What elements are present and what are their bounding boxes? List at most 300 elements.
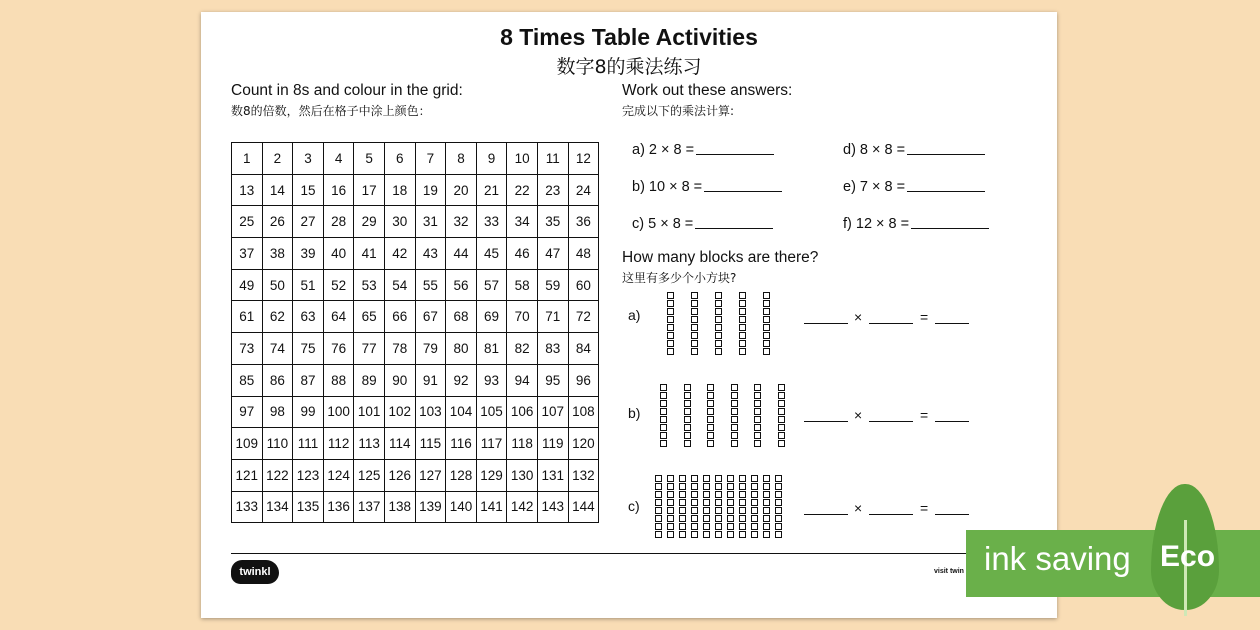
unit-block: [727, 531, 734, 538]
grid-cell[interactable]: 56: [446, 269, 477, 301]
grid-cell[interactable]: 39: [293, 238, 324, 270]
grid-cell[interactable]: 113: [354, 428, 385, 460]
visit-link[interactable]: visit twin: [934, 568, 964, 575]
unit-block: [679, 507, 686, 514]
grid-cell[interactable]: 32: [446, 206, 477, 238]
grid-cell[interactable]: 31: [415, 206, 446, 238]
block-column: [775, 475, 782, 539]
answer-blank[interactable]: [935, 322, 969, 324]
grid-cell[interactable]: 117: [476, 428, 507, 460]
unit-block: [715, 499, 722, 506]
grid-cell[interactable]: 35: [537, 206, 568, 238]
grid-cell[interactable]: 135: [293, 491, 324, 523]
grid-cell[interactable]: 61: [232, 301, 263, 333]
block-column: [667, 292, 674, 356]
grid-cell[interactable]: 124: [323, 459, 354, 491]
unit-block: [731, 408, 738, 415]
unit-block: [727, 515, 734, 522]
grid-cell[interactable]: 2: [262, 143, 293, 175]
grid-cell[interactable]: 140: [446, 491, 477, 523]
grid-cell[interactable]: 128: [446, 459, 477, 491]
grid-cell[interactable]: 22: [507, 174, 538, 206]
unit-block: [667, 515, 674, 522]
unit-block: [684, 424, 691, 431]
grid-cell[interactable]: 13: [232, 174, 263, 206]
block-column: [691, 475, 698, 539]
unit-block: [715, 483, 722, 490]
unit-block: [763, 308, 770, 315]
grid-cell[interactable]: 141: [476, 491, 507, 523]
unit-block: [655, 483, 662, 490]
grid-cell[interactable]: 106: [507, 396, 538, 428]
grid-cell[interactable]: 120: [568, 428, 599, 460]
block-column: [763, 475, 770, 539]
unit-block: [763, 324, 770, 331]
answer-line[interactable]: [911, 227, 989, 229]
grid-cell[interactable]: 133: [232, 491, 263, 523]
unit-block: [739, 348, 746, 355]
unit-block: [667, 499, 674, 506]
grid-cell[interactable]: 75: [293, 333, 324, 365]
unit-block: [715, 332, 722, 339]
unit-block: [751, 475, 758, 482]
answers-subheading: 完成以下的乘法计算:: [622, 104, 735, 118]
hundred-grid: [231, 142, 599, 523]
unit-block: [684, 384, 691, 391]
unit-block: [707, 384, 714, 391]
grid-cell[interactable]: 127: [415, 459, 446, 491]
unit-block: [739, 300, 746, 307]
grid-cell[interactable]: 45: [476, 238, 507, 270]
unit-block: [739, 491, 746, 498]
unit-block: [684, 440, 691, 447]
grid-cell[interactable]: 66: [384, 301, 415, 333]
grid-row: [232, 491, 599, 523]
grid-cell[interactable]: 6: [384, 143, 415, 175]
worksheet-subtitle: 数字8的乘法练习: [556, 56, 702, 78]
unit-block: [778, 400, 785, 407]
unit-block: [655, 491, 662, 498]
unit-block: [763, 300, 770, 307]
answer-blank[interactable]: [869, 322, 913, 324]
grid-subheading: 数8的倍数，然后在格子中涂上颜色：: [231, 104, 431, 118]
block-column: [703, 475, 710, 539]
answer-line[interactable]: [704, 190, 782, 192]
grid-cell[interactable]: 64: [323, 301, 354, 333]
unit-block: [739, 483, 746, 490]
unit-block: [715, 348, 722, 355]
unit-block: [691, 507, 698, 514]
grid-cell[interactable]: 42: [384, 238, 415, 270]
answer-blank[interactable]: [804, 322, 848, 324]
grid-cell[interactable]: 79: [415, 333, 446, 365]
grid-cell[interactable]: 131: [537, 459, 568, 491]
unit-block: [691, 515, 698, 522]
grid-cell[interactable]: 36: [568, 206, 599, 238]
unit-block: [775, 475, 782, 482]
unit-block: [754, 392, 761, 399]
grid-cell[interactable]: 46: [507, 238, 538, 270]
grid-row: [232, 428, 599, 460]
unit-block: [691, 491, 698, 498]
block-column: [731, 384, 738, 448]
unit-block: [679, 491, 686, 498]
grid-cell[interactable]: 85: [232, 364, 263, 396]
grid-cell[interactable]: 19: [415, 174, 446, 206]
eco-label: Eco: [1160, 540, 1216, 573]
grid-cell[interactable]: 14: [262, 174, 293, 206]
unit-block: [667, 531, 674, 538]
grid-cell[interactable]: 21: [476, 174, 507, 206]
grid-cell[interactable]: 78: [384, 333, 415, 365]
grid-cell[interactable]: 82: [507, 333, 538, 365]
grid-cell[interactable]: 80: [446, 333, 477, 365]
unit-block: [707, 400, 714, 407]
grid-cell[interactable]: 11: [537, 143, 568, 175]
unit-block: [667, 523, 674, 530]
block-column: [739, 475, 746, 539]
grid-cell[interactable]: 59: [537, 269, 568, 301]
grid-cell[interactable]: 142: [507, 491, 538, 523]
grid-cell[interactable]: 76: [323, 333, 354, 365]
unit-block: [763, 483, 770, 490]
unit-block: [775, 483, 782, 490]
grid-cell[interactable]: 15: [293, 174, 324, 206]
grid-cell[interactable]: 24: [568, 174, 599, 206]
unit-block: [754, 424, 761, 431]
unit-block: [691, 348, 698, 355]
grid-cell[interactable]: 60: [568, 269, 599, 301]
unit-block: [739, 308, 746, 315]
grid-cell[interactable]: 7: [415, 143, 446, 175]
grid-cell[interactable]: 50: [262, 269, 293, 301]
answer-line[interactable]: [696, 153, 774, 155]
grid-cell[interactable]: 134: [262, 491, 293, 523]
unit-block: [715, 475, 722, 482]
grid-cell[interactable]: 23: [537, 174, 568, 206]
grid-cell[interactable]: 115: [415, 428, 446, 460]
grid-cell[interactable]: 63: [293, 301, 324, 333]
unit-block: [703, 531, 710, 538]
grid-cell[interactable]: 114: [384, 428, 415, 460]
grid-cell[interactable]: 107: [537, 396, 568, 428]
grid-cell[interactable]: 17: [354, 174, 385, 206]
unit-block: [691, 483, 698, 490]
grid-cell[interactable]: 58: [507, 269, 538, 301]
grid-cell[interactable]: 51: [293, 269, 324, 301]
block-column: [707, 384, 714, 448]
unit-block: [751, 499, 758, 506]
grid-cell[interactable]: 95: [537, 364, 568, 396]
grid-cell[interactable]: 103: [415, 396, 446, 428]
grid-cell[interactable]: 139: [415, 491, 446, 523]
answer-blank[interactable]: [869, 420, 913, 422]
unit-block: [715, 316, 722, 323]
grid-cell[interactable]: 138: [384, 491, 415, 523]
unit-block: [691, 300, 698, 307]
grid-cell[interactable]: 9: [476, 143, 507, 175]
grid-cell[interactable]: 129: [476, 459, 507, 491]
grid-cell[interactable]: 144: [568, 491, 599, 523]
unit-block: [684, 432, 691, 439]
unit-block: [731, 392, 738, 399]
grid-cell[interactable]: 26: [262, 206, 293, 238]
block-column: [679, 475, 686, 539]
grid-cell[interactable]: 3: [293, 143, 324, 175]
grid-cell[interactable]: 1: [232, 143, 263, 175]
grid-cell[interactable]: 30: [384, 206, 415, 238]
unit-block: [707, 440, 714, 447]
grid-cell[interactable]: 125: [354, 459, 385, 491]
grid-cell[interactable]: 48: [568, 238, 599, 270]
unit-block: [739, 523, 746, 530]
block-column: [684, 384, 691, 448]
grid-cell[interactable]: 69: [476, 301, 507, 333]
grid-row: [232, 301, 599, 333]
unit-block: [751, 531, 758, 538]
unit-block: [763, 507, 770, 514]
unit-block: [754, 384, 761, 391]
grid-cell[interactable]: 87: [293, 364, 324, 396]
grid-cell[interactable]: 18: [384, 174, 415, 206]
grid-cell[interactable]: 67: [415, 301, 446, 333]
grid-cell[interactable]: 52: [323, 269, 354, 301]
unit-block: [763, 475, 770, 482]
times-sign: ×: [854, 407, 863, 423]
unit-block: [739, 316, 746, 323]
unit-block: [754, 400, 761, 407]
grid-cell[interactable]: 102: [384, 396, 415, 428]
unit-block: [655, 515, 662, 522]
answer-line[interactable]: [907, 153, 985, 155]
grid-row: [232, 238, 599, 270]
unit-block: [655, 531, 662, 538]
equals-sign: =: [920, 500, 929, 516]
grid-cell[interactable]: 53: [354, 269, 385, 301]
unit-block: [739, 515, 746, 522]
unit-block: [778, 416, 785, 423]
grid-row: [232, 459, 599, 491]
grid-cell[interactable]: 81: [476, 333, 507, 365]
grid-cell[interactable]: 68: [446, 301, 477, 333]
grid-cell[interactable]: 101: [354, 396, 385, 428]
grid-cell[interactable]: 111: [293, 428, 324, 460]
unit-block: [775, 523, 782, 530]
grid-row: [232, 396, 599, 428]
unit-block: [679, 531, 686, 538]
grid-cell[interactable]: 12: [568, 143, 599, 175]
unit-block: [679, 475, 686, 482]
grid-cell[interactable]: 91: [415, 364, 446, 396]
grid-cell[interactable]: 49: [232, 269, 263, 301]
grid-cell[interactable]: 109: [232, 428, 263, 460]
grid-cell[interactable]: 98: [262, 396, 293, 428]
grid-cell[interactable]: 83: [537, 333, 568, 365]
unit-block: [715, 292, 722, 299]
grid-cell[interactable]: 97: [232, 396, 263, 428]
blocks-heading: How many blocks are there?: [622, 249, 819, 266]
block-column: [739, 292, 746, 356]
grid-cell[interactable]: 5: [354, 143, 385, 175]
block-label-b: b): [628, 405, 641, 421]
block-column: [778, 384, 785, 448]
unit-block: [703, 523, 710, 530]
grid-cell[interactable]: 121: [232, 459, 263, 491]
grid-cell[interactable]: 41: [354, 238, 385, 270]
unit-block: [703, 499, 710, 506]
unit-block: [778, 392, 785, 399]
answer-blank[interactable]: [804, 513, 848, 515]
unit-block: [691, 292, 698, 299]
grid-cell[interactable]: 118: [507, 428, 538, 460]
grid-cell[interactable]: 73: [232, 333, 263, 365]
grid-cell[interactable]: 65: [354, 301, 385, 333]
grid-cell[interactable]: 25: [232, 206, 263, 238]
unit-block: [660, 440, 667, 447]
equals-sign: =: [920, 309, 929, 325]
grid-cell[interactable]: 99: [293, 396, 324, 428]
equals-sign: =: [920, 407, 929, 423]
block-label-c: c): [628, 498, 640, 514]
grid-cell[interactable]: 108: [568, 396, 599, 428]
grid-cell[interactable]: 77: [354, 333, 385, 365]
unit-block: [739, 292, 746, 299]
question-e: e) 7 × 8 =: [843, 179, 985, 195]
unit-block: [679, 499, 686, 506]
unit-block: [703, 515, 710, 522]
grid-cell[interactable]: 40: [323, 238, 354, 270]
unit-block: [655, 523, 662, 530]
grid-cell[interactable]: 74: [262, 333, 293, 365]
unit-block: [667, 300, 674, 307]
unit-block: [684, 416, 691, 423]
grid-cell[interactable]: 93: [476, 364, 507, 396]
footer-divider: [231, 553, 1057, 554]
grid-cell[interactable]: 105: [476, 396, 507, 428]
grid-cell[interactable]: 54: [384, 269, 415, 301]
grid-cell[interactable]: 47: [537, 238, 568, 270]
grid-cell[interactable]: 89: [354, 364, 385, 396]
grid-cell[interactable]: 96: [568, 364, 599, 396]
grid-cell[interactable]: 116: [446, 428, 477, 460]
unit-block: [778, 440, 785, 447]
unit-block: [763, 491, 770, 498]
unit-block: [660, 424, 667, 431]
unit-block: [731, 400, 738, 407]
answer-blank[interactable]: [935, 420, 969, 422]
grid-cell[interactable]: 27: [293, 206, 324, 238]
grid-cell[interactable]: 143: [537, 491, 568, 523]
grid-cell[interactable]: 112: [323, 428, 354, 460]
grid-cell[interactable]: 132: [568, 459, 599, 491]
answer-blank[interactable]: [804, 420, 848, 422]
grid-cell[interactable]: 34: [507, 206, 538, 238]
unit-block: [727, 499, 734, 506]
unit-block: [775, 515, 782, 522]
grid-cell[interactable]: 55: [415, 269, 446, 301]
grid-cell[interactable]: 86: [262, 364, 293, 396]
grid-row: [232, 333, 599, 365]
unit-block: [679, 515, 686, 522]
grid-cell[interactable]: 33: [476, 206, 507, 238]
unit-block: [707, 416, 714, 423]
unit-block: [707, 392, 714, 399]
unit-block: [667, 475, 674, 482]
grid-cell[interactable]: 62: [262, 301, 293, 333]
grid-row: [232, 206, 599, 238]
unit-block: [731, 432, 738, 439]
unit-block: [667, 324, 674, 331]
grid-cell[interactable]: 57: [476, 269, 507, 301]
unit-block: [754, 408, 761, 415]
twinkl-logo[interactable]: twinkl: [231, 560, 279, 584]
grid-cell[interactable]: 8: [446, 143, 477, 175]
unit-block: [684, 408, 691, 415]
grid-cell[interactable]: 20: [446, 174, 477, 206]
unit-block: [691, 340, 698, 347]
grid-cell[interactable]: 126: [384, 459, 415, 491]
grid-cell[interactable]: 84: [568, 333, 599, 365]
block-label-a: a): [628, 307, 641, 323]
answer-blank[interactable]: [935, 513, 969, 515]
unit-block: [660, 408, 667, 415]
grid-cell[interactable]: 72: [568, 301, 599, 333]
grid-cell[interactable]: 122: [262, 459, 293, 491]
grid-cell[interactable]: 136: [323, 491, 354, 523]
unit-block: [667, 491, 674, 498]
unit-block: [679, 483, 686, 490]
grid-cell[interactable]: 119: [537, 428, 568, 460]
grid-cell[interactable]: 28: [323, 206, 354, 238]
grid-cell[interactable]: 90: [384, 364, 415, 396]
grid-cell[interactable]: 123: [293, 459, 324, 491]
unit-block: [778, 408, 785, 415]
grid-cell[interactable]: 88: [323, 364, 354, 396]
grid-cell[interactable]: 43: [415, 238, 446, 270]
unit-block: [739, 531, 746, 538]
grid-row: [232, 143, 599, 175]
answer-line[interactable]: [695, 227, 773, 229]
ink-saving-text: ink saving: [984, 540, 1131, 577]
unit-block: [739, 340, 746, 347]
grid-cell[interactable]: 137: [354, 491, 385, 523]
grid-cell[interactable]: 29: [354, 206, 385, 238]
question-c: c) 5 × 8 =: [632, 216, 773, 232]
unit-block: [715, 523, 722, 530]
question-f: f) 12 × 8 =: [843, 216, 989, 232]
answer-line[interactable]: [907, 190, 985, 192]
grid-cell[interactable]: 92: [446, 364, 477, 396]
grid-cell[interactable]: 94: [507, 364, 538, 396]
grid-cell[interactable]: 10: [507, 143, 538, 175]
grid-cell[interactable]: 44: [446, 238, 477, 270]
unit-block: [660, 392, 667, 399]
grid-cell[interactable]: 110: [262, 428, 293, 460]
grid-cell[interactable]: 4: [323, 143, 354, 175]
grid-cell[interactable]: 70: [507, 301, 538, 333]
unit-block: [691, 332, 698, 339]
grid-cell[interactable]: 130: [507, 459, 538, 491]
grid-cell[interactable]: 16: [323, 174, 354, 206]
grid-cell[interactable]: 100: [323, 396, 354, 428]
unit-block: [731, 384, 738, 391]
grid-cell[interactable]: 104: [446, 396, 477, 428]
grid-cell[interactable]: 37: [232, 238, 263, 270]
answer-blank[interactable]: [869, 513, 913, 515]
unit-block: [754, 432, 761, 439]
grid-cell[interactable]: 38: [262, 238, 293, 270]
grid-cell[interactable]: 71: [537, 301, 568, 333]
